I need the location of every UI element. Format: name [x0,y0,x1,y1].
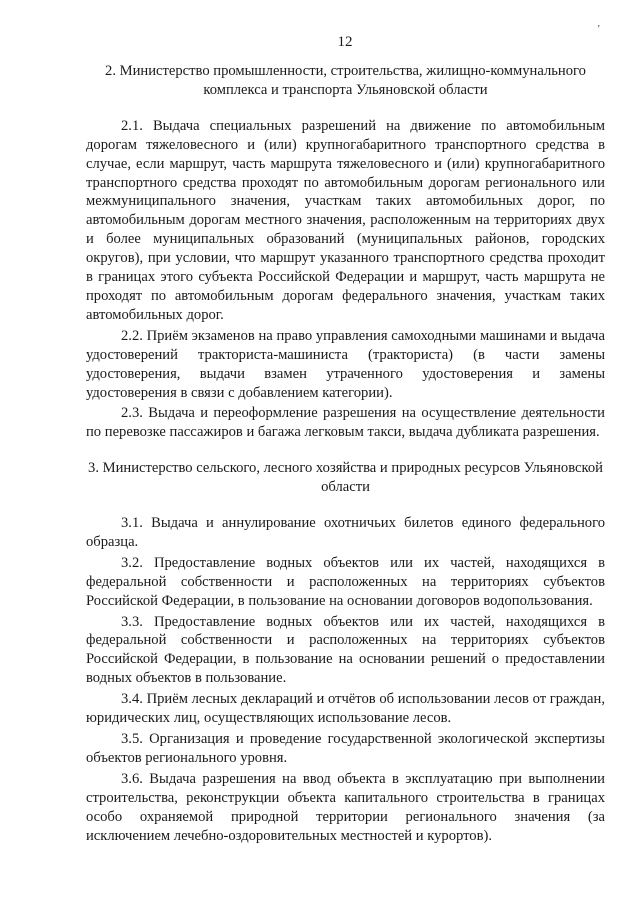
page-number: 12 [337,34,353,50]
paragraph-3-1: 3.1. Выдача и аннулирование охотничьих билетов единого федерального образца. [86,515,605,550]
document-body [86,62,605,845]
section-3-heading: 3. Министерство сельского, лесного хозяйства и природных ресурсов Ульяновской области [88,460,603,496]
paragraph-3-6: 3.6. Выдача разрешения на ввод объекта в эксплуатацию при выполнении строительства, реконструкции объекта капитального строительства в границах особо охраняемой природной территории регионального значения (за исключением лечебно-оздоровительных местностей и курортов). [86,770,605,844]
corner-mark: ʼ [597,24,601,35]
paragraph-2-3: 2.3. Выдача и переоформление разрешения на осуществление деятельности по перевозке пассажиров и багажа легковым такси, выдача дубликата разрешения. [86,405,605,441]
section-2-heading: 2. Министерство промышленности, строительства, жилищно-коммунального комплекса и транспорта Ульяновской области [105,63,586,98]
paragraph-3-5: 3.5. Организация и проведение государственной экологической экспертизы объектов регионального уровня. [86,731,605,766]
paragraph-2-1: 2.1. Выдача специальных разрешений на движение по автомобильным дорогам тяжеловесного и (или) крупногабаритного транспортного средства в случае, если маршрут, часть маршрута тяжеловесного и (или) крупногабаритного транспортного средства проходят по автомобильным дорогам регионального или межмуниципального значения, участкам таких автомобильных дорог, по автомобильным дорогам местного значения, расположенным на территориях двух и более муниципальных образований (муниципальных районов, городских округов), при условии, что маршрут указанного транспортного средства проходит в границах этого субъекта Российской Федерации и маршрут, часть маршрута не проходят по автомобильным дорогам федерального значения, участкам таких автомобильных дорог. [86,117,605,323]
paragraph-3-3: 3.3. Предоставление водных объектов или их частей, находящихся в федеральной собственности и расположенных на территориях субъектов Российской Федерации, в пользование на основании решений о предоставлении водных объектов в пользование. [86,613,605,687]
paragraph-3-4: 3.4. Приём лесных деклараций и отчётов об использовании лесов от граждан, юридических лиц, осуществляющих использование лесов. [86,691,605,727]
paragraph-3-2: 3.2. Предоставление водных объектов или их частей, находящихся в федеральной собственности и расположенных на территориях субъектов Российской Федерации, в пользование на основании договоров водопользования. [86,554,605,609]
paragraph-2-2: 2.2. Приём экзаменов на право управления самоходными машинами и выдача удостоверений тракториста-машиниста (тракториста) (в части замены удостоверения, выдачи взамен утраченного удостоверения и замены удостоверения в связи с добавлением категории). [86,327,605,401]
